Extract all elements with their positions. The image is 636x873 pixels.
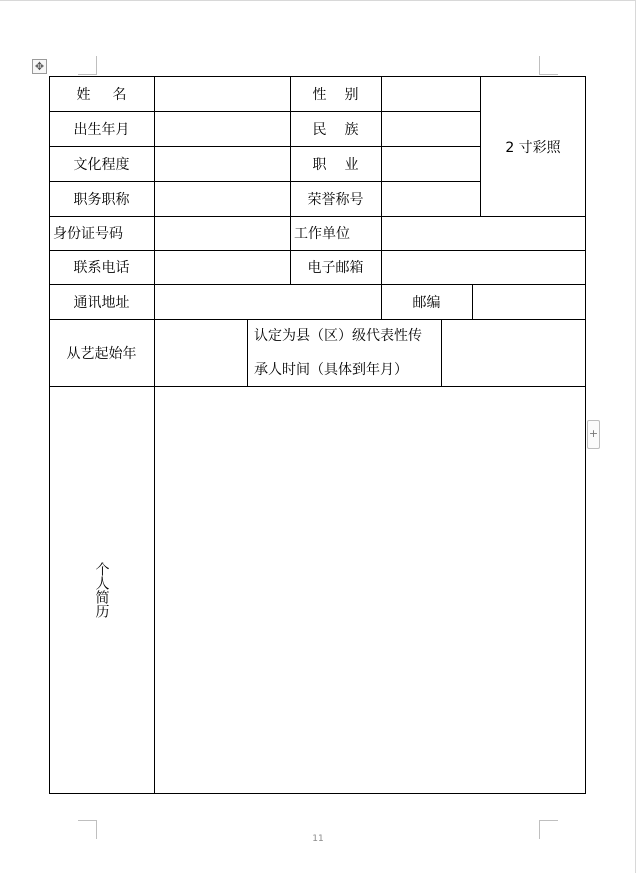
table-border-bottom <box>49 793 586 794</box>
employer-field[interactable] <box>382 217 585 250</box>
phone-label: 联系电话 <box>73 260 130 276</box>
margin-corner-bottom-right <box>539 820 558 839</box>
resume-field[interactable] <box>155 387 585 793</box>
resume-label-cell <box>49 386 154 793</box>
name-field[interactable] <box>155 77 290 111</box>
postcode-label: 邮编 <box>412 294 441 311</box>
occupation-field[interactable] <box>382 147 480 181</box>
employer-label: 工作单位 <box>294 226 350 242</box>
email-field[interactable] <box>382 251 585 284</box>
honor-label: 荣誉称号 <box>307 191 364 208</box>
table-move-handle-icon[interactable]: ✥ <box>32 59 47 74</box>
birth-label: 出生年月 <box>73 121 130 138</box>
gender-field[interactable] <box>382 77 480 111</box>
margin-corner-top-left <box>78 56 97 75</box>
table-border-right <box>585 76 586 794</box>
art-start-year-label: 从艺起始年 <box>66 345 137 362</box>
phone-field[interactable] <box>155 251 290 284</box>
gender-label: 性别 <box>312 86 377 103</box>
add-row-plus-icon[interactable]: + <box>587 420 600 449</box>
name-label: 姓名 <box>76 86 149 103</box>
page-number: 11 <box>312 834 324 844</box>
art-start-year-field[interactable] <box>155 320 247 386</box>
photo-cell[interactable] <box>481 77 585 216</box>
recognition-time-label <box>248 319 441 386</box>
id-number-field[interactable] <box>155 217 290 250</box>
margin-corner-top-right <box>539 56 558 75</box>
resume-label: 个人简历 <box>93 561 110 618</box>
address-label: 通讯地址 <box>73 294 130 311</box>
title-field[interactable] <box>155 182 290 216</box>
occupation-label: 职业 <box>312 156 377 173</box>
birth-field[interactable] <box>155 112 290 146</box>
title-label: 职务职称 <box>73 191 130 208</box>
recognition-label-line2: 承人时间（具体到年月） <box>254 361 408 378</box>
education-field[interactable] <box>155 147 290 181</box>
margin-corner-bottom-left <box>78 820 97 839</box>
recognition-time-field[interactable] <box>442 320 585 386</box>
recognition-label-line1: 认定为县（区）级代表性传 <box>254 327 422 344</box>
education-label: 文化程度 <box>73 156 130 173</box>
page-edge-top <box>0 0 636 1</box>
postcode-field[interactable] <box>473 285 585 319</box>
photo-label: 2 寸彩照 <box>505 139 561 156</box>
email-label: 电子邮箱 <box>307 260 364 276</box>
address-field[interactable] <box>155 285 381 319</box>
ethnicity-label: 民族 <box>312 121 377 138</box>
ethnicity-field[interactable] <box>382 112 480 146</box>
id-number-label: 身份证号码 <box>53 226 123 242</box>
honor-field[interactable] <box>382 182 480 216</box>
